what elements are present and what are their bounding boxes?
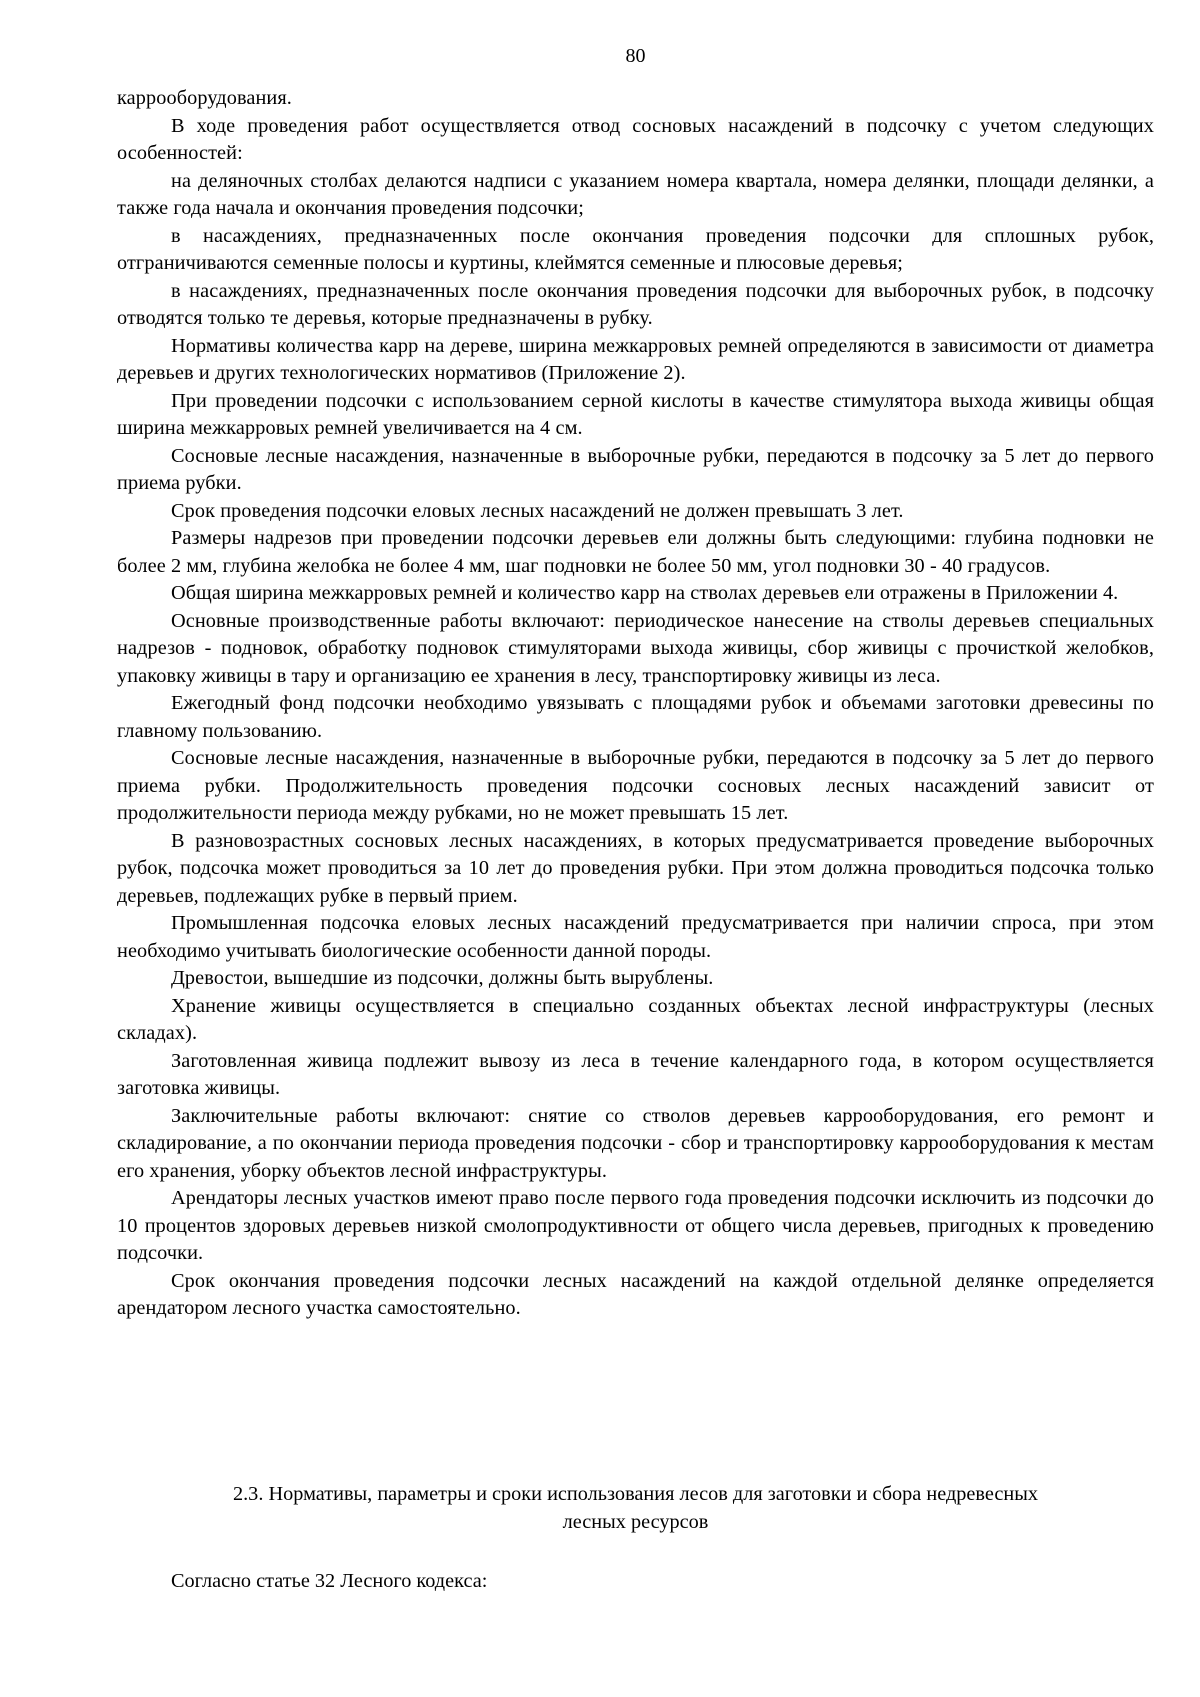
paragraph: Промышленная подсочка еловых лесных насаждений предусматривается при наличии спроса, при этом необходимо учитывать биологические особенности данной породы. — [117, 912, 1154, 962]
paragraph: В разновозрастных сосновых лесных насаждениях, в которых предусматривается проведение выборочных рубок, подсочка может проводиться за 10 лет до проведения рубки. При этом должна проводиться подсочка только деревьев, подлежащих рубке в первый прием. — [117, 829, 1154, 907]
page-number: 80 — [625, 45, 646, 67]
section-heading — [117, 1481, 1154, 1536]
paragraph: в насаждениях, предназначенных после окончания проведения подсочки для сплошных рубок, отграничиваются семенные полосы и куртины, клеймятся семенные и плюсовые деревья; — [117, 224, 1154, 274]
paragraph: Общая ширина межкарровых ремней и количество карр на стволах деревьев ели отражены в Приложении 4. — [171, 582, 1119, 604]
paragraph: на деляночных столбах делаются надписи с указанием номера квартала, номера делянки, площади делянки, а также года начала и окончания проведения подсочки; — [117, 169, 1154, 219]
section-heading-line: 2.3. Нормативы, параметры и сроки использования лесов для заготовки и сбора недревесных — [232, 1483, 1039, 1505]
paragraph: Ежегодный фонд подсочки необходимо увязывать с площадями рубок и объемами заготовки древесины по главному пользованию. — [117, 692, 1154, 742]
paragraph: Срок проведения подсочки еловых лесных насаждений не должен превышать 3 лет. — [171, 499, 904, 522]
paragraph: Древостои, вышедшие из подсочки, должны быть вырублены. — [171, 967, 714, 989]
paragraph: При проведении подсочки с использованием серной кислоты в качестве стимулятора выхода живицы общая ширина межкарровых ремней увеличивается на 4 см. — [117, 389, 1154, 439]
section-intro: Согласно статье 32 Лесного кодекса: — [171, 1570, 488, 1592]
paragraph: Заключительные работы включают: снятие со стволов деревьев каррооборудования, его ремонт и складирование, а по окончании периода проведения подсочки - сбор и транспортировку каррооборудования к местам его хранения, уборку объектов лесной инфраструктуры. — [117, 1104, 1154, 1182]
section-heading-line: лесных ресурсов — [562, 1510, 709, 1533]
paragraph: Заготовленная живица подлежит вывозу из леса в течение календарного года, в котором осуществляется заготовка живицы. — [117, 1049, 1154, 1099]
paragraph: Сосновые лесные насаждения, назначенные в выборочные рубки, передаются в подсочку за 5 лет до первого приема рубки. Продолжительность проведения подсочки сосновых лесных насаждений зависит от продолжительности периода между рубками, но не может превышать 15 лет. — [117, 747, 1154, 824]
paragraph: Нормативы количества карр на дереве, ширина межкарровых ремней определяются в зависимости от диаметра деревьев и других технологических нормативов (Приложение 2). — [117, 334, 1154, 384]
paragraph: Размеры надрезов при проведении подсочки деревьев ели должны быть следующими: глубина подновки не более 2 мм, глубина желобка не более 4 мм, шаг подновки не более 50 мм, угол подновки 30 - 40 градусов. — [117, 527, 1154, 577]
paragraph: В ходе проведения работ осуществляется отвод сосновых насаждений в подсочку с учетом следующих особенностей: — [117, 114, 1154, 164]
body-text — [117, 85, 1154, 1323]
paragraph: Арендаторы лесных участков имеют право после первого года проведения подсочки исключить из подсочки до 10 процентов здоровых деревьев низкой смолопродуктивности от общего числа деревьев, пригодных к проведению подсочки. — [117, 1187, 1154, 1264]
paragraph: в насаждениях, предназначенных после окончания проведения подсочки для выборочных рубок, в подсочку отводятся только те деревья, которые предназначены в рубку. — [117, 279, 1154, 329]
paragraph: Хранение живицы осуществляется в специально созданных объектах лесной инфраструктуры (лесных складах). — [117, 994, 1154, 1044]
paragraph: Сосновые лесные насаждения, назначенные в выборочные рубки, передаются в подсочку за 5 лет до первого приема рубки. — [117, 444, 1154, 494]
paragraph: каррооборудования. — [117, 87, 292, 109]
paragraph: Срок окончания проведения подсочки лесных насаждений на каждой отдельной делянке определяется арендатором лесного участка самостоятельно. — [117, 1269, 1154, 1319]
paragraph: Основные производственные работы включают: периодическое нанесение на стволы деревьев специальных надрезов - подновок, обработку подновок стимуляторами выхода живицы, сбор живицы с прочисткой желобков, упаковку живицы в тару и организацию ее хранения в лесу, транспортировку живицы из леса. — [117, 609, 1154, 687]
